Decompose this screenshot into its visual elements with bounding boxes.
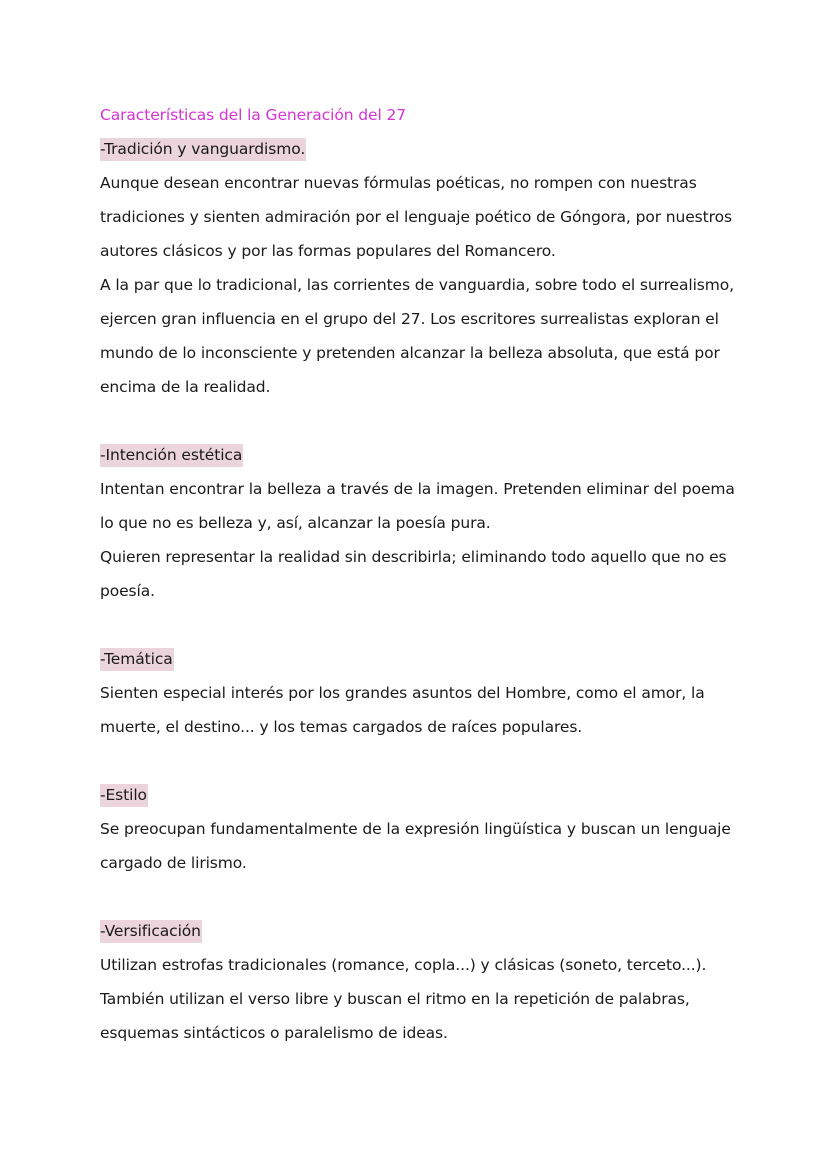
document-page bbox=[100, 98, 740, 1050]
section-spacer bbox=[100, 608, 740, 642]
section-heading-intencion bbox=[100, 438, 740, 472]
document-title: Características del la Generación del 27 bbox=[100, 106, 407, 124]
paragraph-line: tradiciones y sienten admiración por el lenguaje poético de Góngora, por nuestros bbox=[100, 208, 732, 226]
paragraph-line: poesía. bbox=[100, 582, 155, 600]
section-heading-tradicion bbox=[100, 132, 740, 166]
paragraph-line: muerte, el destino... y los temas cargados de raíces populares. bbox=[100, 718, 583, 736]
paragraph-line: ejercen gran influencia en el grupo del 27. Los escritores surrealistas exploran el bbox=[100, 310, 719, 328]
paragraph-line: Se preocupan fundamentalmente de la expresión lingüística y buscan un lenguaje bbox=[100, 820, 731, 838]
paragraph-line: lo que no es belleza y, así, alcanzar la poesía pura. bbox=[100, 514, 491, 532]
paragraph-line: Sienten especial interés por los grandes asuntos del Hombre, como el amor, la bbox=[100, 684, 705, 702]
paragraph-line: También utilizan el verso libre y buscan el ritmo en la repetición de palabras, bbox=[100, 990, 690, 1008]
paragraph-line: A la par que lo tradicional, las corrientes de vanguardia, sobre todo el surrealismo, bbox=[100, 276, 734, 294]
section-heading-tematica bbox=[100, 642, 740, 676]
paragraph-line: encima de la realidad. bbox=[100, 378, 271, 396]
paragraph-line: Intentan encontrar la belleza a través de la imagen. Pretenden eliminar del poema bbox=[100, 480, 735, 498]
section-spacer bbox=[100, 880, 740, 914]
paragraph-line: Quieren representar la realidad sin describirla; eliminando todo aquello que no es bbox=[100, 548, 727, 566]
section-heading-versificacion bbox=[100, 914, 740, 948]
section-heading-estilo bbox=[100, 778, 740, 812]
paragraph-line: autores clásicos y por las formas populares del Romancero. bbox=[100, 242, 556, 260]
paragraph-line: esquemas sintácticos o paralelismo de ideas. bbox=[100, 1024, 448, 1042]
section-heading-label: -Temática bbox=[100, 648, 174, 671]
section-heading-label: -Intención estética bbox=[100, 444, 243, 467]
paragraph-line: Utilizan estrofas tradicionales (romance, copla...) y clásicas (soneto, terceto...). bbox=[100, 956, 707, 974]
section-heading-label: -Estilo bbox=[100, 784, 148, 807]
paragraph-line: Aunque desean encontrar nuevas fórmulas poéticas, no rompen con nuestras bbox=[100, 174, 697, 192]
section-heading-label: -Tradición y vanguardismo. bbox=[100, 138, 306, 161]
paragraph-line: cargado de lirismo. bbox=[100, 854, 247, 872]
section-spacer bbox=[100, 404, 740, 438]
paragraph-line: mundo de lo inconsciente y pretenden alcanzar la belleza absoluta, que está por bbox=[100, 344, 720, 362]
section-heading-label: -Versificación bbox=[100, 920, 202, 943]
section-spacer bbox=[100, 744, 740, 778]
